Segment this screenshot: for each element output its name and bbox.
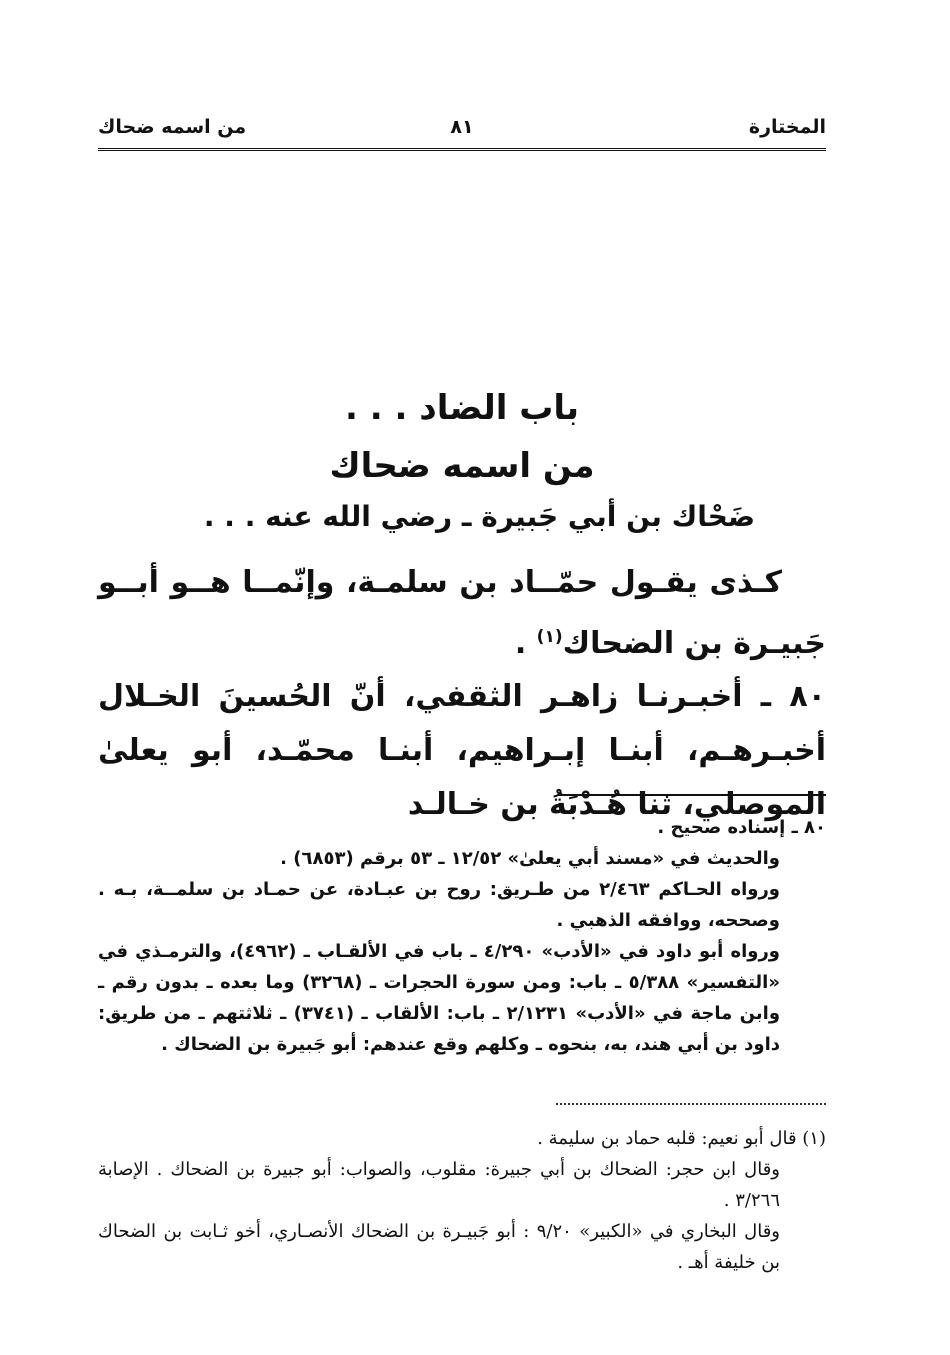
footnotes	[98, 1123, 826, 1278]
footnote-line: وقال البخاري في «الكبير» ٩/٢٠ : أبو جَبيـرة بن الضحاك الأنصـاري، أخو ثـابت بن الضحاك بن خليفة أهـ .	[98, 1221, 780, 1273]
note-line: ورواه الحـاكم ٢/٤٦٣ من طـريق: روح بن عبـادة، عن حمـاد بن سلمــة، بـه . وصححه، ووافقه الذهبي .	[98, 879, 780, 931]
page-number: ٨١	[450, 116, 474, 138]
header-rule	[98, 148, 826, 151]
footnote-ref: (١)	[536, 627, 563, 647]
body-paragraph-1: كـذى يقـول حمّــاد بن سلمـة، وإنّمــا هــو أبــو جَبيـرة بن الضحاك$^{(١)}$ .	[98, 565, 826, 661]
paragraph-text: كـذى يقـول حمّــاد بن سلمـة، وإنّمــا هــو أبــو جَبيـرة بن الضحاك	[98, 565, 826, 661]
note-line: ٨٠ ـ إسناده صحيح .	[657, 817, 826, 838]
chapter-subtitle: من اسمه ضحاك	[329, 446, 595, 486]
notes-rule	[558, 794, 826, 796]
book-title: المختارة	[748, 116, 826, 138]
footnote-line: (١) قال أبو نعيم: قلبه حماد بن سليمة .	[537, 1128, 826, 1149]
footnote-rule	[556, 1103, 826, 1105]
note-line: ورواه أبو داود في «الأدب» ٤/٢٩٠ ـ باب في الألقـاب ـ (٤٩٦٢)، والترمـذي في «التفسير» ٥/٣٨٨ ـ باب: ومن سورة الحجرات ـ (٣٢٦٨) وما بعده ـ بدون رقم ـ وابن ماجة في «الأدب» ٢/١٢٣١ ـ باب: الألقاب ـ (٣٧٤١) ـ ثلاثتهم ـ من طريق: داود بن أبي هند، به، بنحوه ـ وكلهم وقع عندهم: أبو جَبيرة بن الضحاك .	[98, 941, 781, 1055]
footnote-line: وقال ابن حجر: الضحاك بن أبي جبيرة: مقلوب، والصواب: أبو جبيرة بن الضحاك . الإصابة ٣/٢٦٦ .	[98, 1159, 780, 1211]
chapter-title: باب الضاد . . .	[345, 388, 579, 428]
body-paragraph-2: ٨٠ ـ أخبـرنـا زاهـر الثقفي، أنّ الحُسينَ الخـلال أخبـرهـم، أبنـا إبـراهيم، أبنـا محمّـد، أبو يعلىٰ الموصلي، ثنا هُـدْبَةُ بن خـالـد	[98, 679, 826, 822]
person-heading: ضَحْاك بن أبي جَبيرة ـ رضي الله عنه . . .	[203, 500, 755, 533]
note-line: والحديث في «مسند أبي يعلىٰ» ١٢/٥٢ ـ ٥٣ برقم (٦٨٥٣) .	[280, 848, 780, 869]
section-title: من اسمه ضحاك	[98, 116, 247, 138]
running-header	[98, 112, 826, 148]
hadith-notes	[98, 812, 826, 1060]
